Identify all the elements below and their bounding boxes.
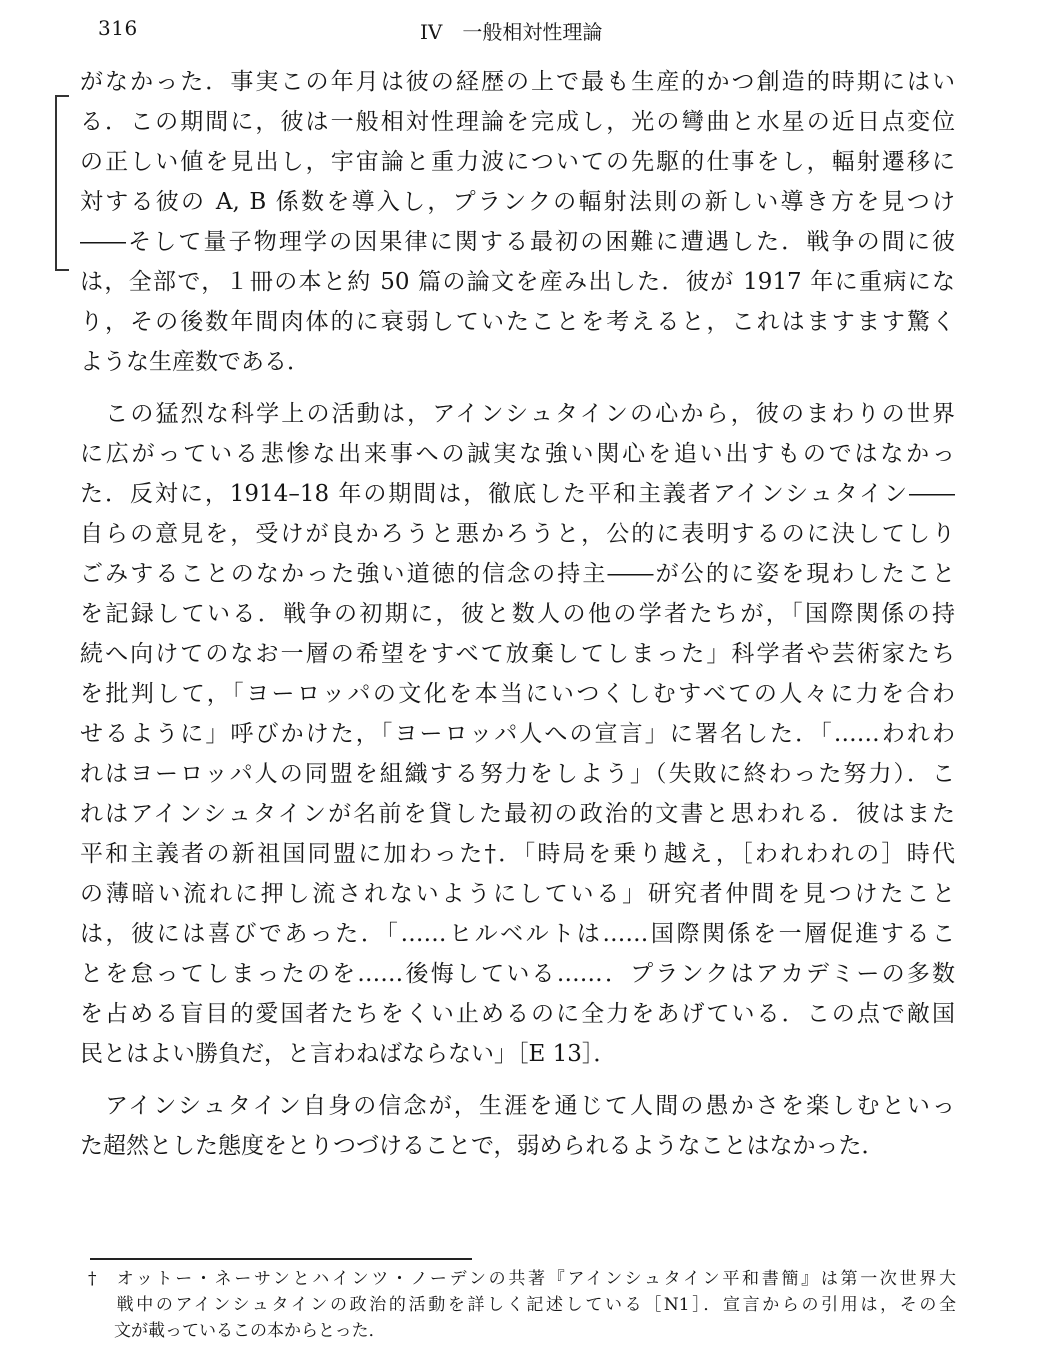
- text-line: に広がっている悲惨な出来事への誠実な強い関心を追い出すものではなかっ: [80, 441, 955, 467]
- text-line: た．反対に，1914–18 年の期間は，徹底した平和主義者アインシュタイン――: [80, 481, 955, 507]
- text-line: を批判して，「ヨーロッパの文化を本当にいつくしむすべての人々に力を合わ: [80, 681, 955, 707]
- text-line: た超然とした態度をとりつづけることで，弱められるようなことはなかった．: [80, 1133, 885, 1159]
- text-line: 民とはよい勝負だ，と言わねばならない」［E 13］．: [80, 1041, 617, 1067]
- margin-bracket: [55, 95, 69, 271]
- text-line: れはアインシュタインが名前を貸した最初の政治的文書と思われる．彼はまた: [80, 801, 955, 827]
- footnote-line: [88, 1266, 956, 1292]
- text-line: 対する彼の A, B 係数を導入し，プランクの輻射法則の新しい導き方を見つけ: [80, 189, 955, 215]
- footnote-line: [88, 1292, 956, 1318]
- footnote-mark: †: [88, 1269, 97, 1289]
- text-line: れはヨーロッパ人の同盟を組織する努力をしよう」（失敗に終わった努力）．こ: [80, 761, 955, 787]
- text-line: ような生産数である．: [80, 349, 310, 375]
- text-line: 自らの意見を，受けが良かろうと悪かろうと，公的に表明するのに決してしり: [80, 521, 955, 547]
- paragraph-gap: [80, 382, 955, 394]
- text-line: を記録している．戦争の初期に，彼と数人の他の学者たちが，「国際関係の持: [80, 601, 955, 627]
- text-line: の正しい値を見出し，宇宙論と重力波についての先駆的仕事をし，輻射遷移に: [80, 149, 955, 175]
- footnote-text: 戦中のアインシュタインの政治的活動を詳しく記述している［N1］．宣言からの引用は，その全: [114, 1295, 956, 1315]
- footnote-rule: [90, 1258, 472, 1260]
- text-line: アインシュタイン自身の信念が，生涯を通じて人間の愚かさを楽しむといっ: [80, 1093, 955, 1119]
- text-line: の薄暗い流れに押し流されないようにしている」研究者仲間を見つけたこと: [80, 881, 955, 907]
- text-line: は，彼には喜びであった．「……ヒルベルトは……国際関係を一層促進するこ: [80, 921, 955, 947]
- footnote-text: 文が載っているこの本からとった．: [114, 1321, 386, 1341]
- text-line: がなかった．事実この年月は彼の経歴の上で最も生産的かつ創造的時期にはい: [80, 69, 955, 95]
- text-line: ごみすることのなかった強い道徳的信念の持主――が公的に姿を現わしたこと: [80, 561, 955, 587]
- text-line: とを怠ってしまったのを……後悔している……．プランクはアカデミーの多数: [80, 961, 955, 987]
- text-line: 続へ向けてのなお一層の希望をすべて放棄してしまった」科学者や芸術家たち: [80, 641, 955, 667]
- running-head: IV 一般相対性理論: [420, 20, 603, 44]
- text-line: は，全部で，１冊の本と約 50 篇の論文を産み出した．彼が 1917 年に重病にな: [80, 269, 955, 295]
- text-line: 平和主義者の新祖国同盟に加わった†．「時局を乗り越え，［われわれの］時代: [80, 841, 955, 867]
- footnote-text: オットー・ネーサンとハインツ・ノーデンの共著『アインシュタイン平和書簡』は第一次世界大: [114, 1269, 956, 1289]
- footnote-line: [88, 1318, 956, 1344]
- text-line: り，その後数年間肉体的に衰弱していたことを考えると，これはますます驚く: [80, 309, 955, 335]
- text-line: る．この期間に，彼は一般相対性理論を完成し，光の彎曲と水星の近日点変位: [80, 109, 955, 135]
- text-line: この猛烈な科学上の活動は，アインシュタインの心から，彼のまわりの世界: [80, 401, 955, 427]
- text-line: を占める盲目的愛国者たちをくい止めるのに全力をあげている．この点で敵国: [80, 1001, 955, 1027]
- body-text: [80, 62, 955, 1166]
- page-number: 316: [98, 16, 138, 40]
- text-line: ――そして量子物理学の因果律に関する最初の困難に遭遇した．戦争の間に彼: [80, 229, 955, 255]
- text-line: せるように」呼びかけた，「ヨーロッパ人への宣言」に署名した．「……われわ: [80, 721, 955, 747]
- footnote: [88, 1266, 956, 1344]
- paragraph-gap: [80, 1074, 955, 1086]
